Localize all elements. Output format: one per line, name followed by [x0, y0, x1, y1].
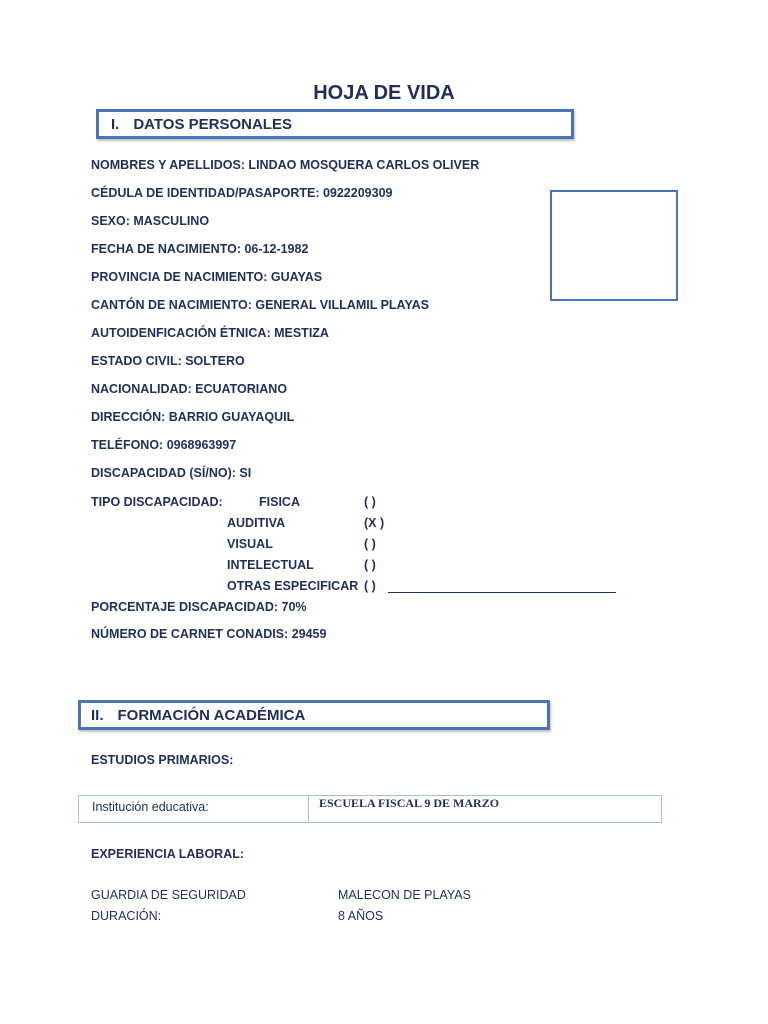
specify-other-line	[388, 592, 616, 593]
field-cedula: CÉDULA DE IDENTIDAD/PASAPORTE: 0922209309	[91, 186, 393, 200]
duration-label: DURACIÓN:	[91, 909, 162, 923]
field-direccion: DIRECCIÓN: BARRIO GUAYAQUIL	[91, 410, 295, 424]
field-porcentaje: PORCENTAJE DISCAPACIDAD: 70%	[91, 600, 307, 614]
disability-type-label: OTRAS ESPECIFICAR	[227, 579, 359, 593]
document-title: HOJA DE VIDA	[313, 82, 455, 104]
section-title: DATOS PERSONALES	[133, 115, 292, 133]
duration-value: 8 AÑOS	[338, 909, 384, 923]
disability-type-mark: ( )	[364, 495, 376, 509]
field-nacionalidad: NACIONALIDAD: ECUATORIANO	[91, 382, 288, 396]
field-discapacidad: DISCAPACIDAD (SÍ/NO): SI	[91, 466, 252, 480]
estudios-primarios-heading: ESTUDIOS PRIMARIOS:	[91, 753, 234, 767]
institution-label: Institución educativa:	[79, 796, 309, 823]
photo-placeholder	[550, 190, 678, 301]
disability-type-label: FISICA	[259, 495, 300, 509]
disability-type-mark: ( )	[364, 558, 376, 572]
disability-type-mark: (X )	[364, 516, 385, 530]
table-row	[79, 796, 662, 823]
experiencia-laboral-heading: EXPERIENCIA LABORAL:	[91, 847, 245, 861]
field-fecha-nacimiento: FECHA DE NACIMIENTO: 06-12-1982	[91, 242, 309, 256]
disability-type-prefix: TIPO DISCAPACIDAD:	[91, 495, 223, 509]
position-value: MALECON DE PLAYAS	[338, 888, 471, 902]
position-label: GUARDIA DE SEGURIDAD	[91, 888, 246, 902]
disability-type-label: INTELECTUAL	[227, 558, 314, 572]
field-etnia: AUTOIDENFICACIÓN ÉTNICA: MESTIZA	[91, 326, 329, 340]
section-title: FORMACIÓN ACADÉMICA	[117, 706, 306, 724]
disability-type-mark: ( )	[364, 579, 376, 593]
field-sexo: SEXO: MASCULINO	[91, 214, 210, 228]
education-table	[78, 795, 662, 823]
section-number: I.	[111, 115, 120, 133]
field-canton: CANTÓN DE NACIMIENTO: GENERAL VILLAMIL PLAYAS	[91, 298, 429, 312]
disability-type-label: VISUAL	[227, 537, 273, 551]
institution-value: ESCUELA FISCAL 9 DE MARZO	[309, 796, 662, 823]
field-nombres: NOMBRES Y APELLIDOS: LINDAO MOSQUERA CARLOS OLIVER	[91, 158, 480, 172]
section-formacion-academica	[78, 700, 550, 730]
field-carnet: NÚMERO DE CARNET CONADIS: 29459	[91, 627, 327, 641]
section-number: II.	[91, 706, 104, 724]
section-datos-personales	[96, 109, 574, 139]
disability-type-label: AUDITIVA	[227, 516, 286, 530]
field-provincia: PROVINCIA DE NACIMIENTO: GUAYAS	[91, 270, 323, 284]
field-telefono: TELÉFONO: 0968963997	[91, 438, 237, 452]
disability-type-mark: ( )	[364, 537, 376, 551]
field-estado-civil: ESTADO CIVIL: SOLTERO	[91, 354, 245, 368]
